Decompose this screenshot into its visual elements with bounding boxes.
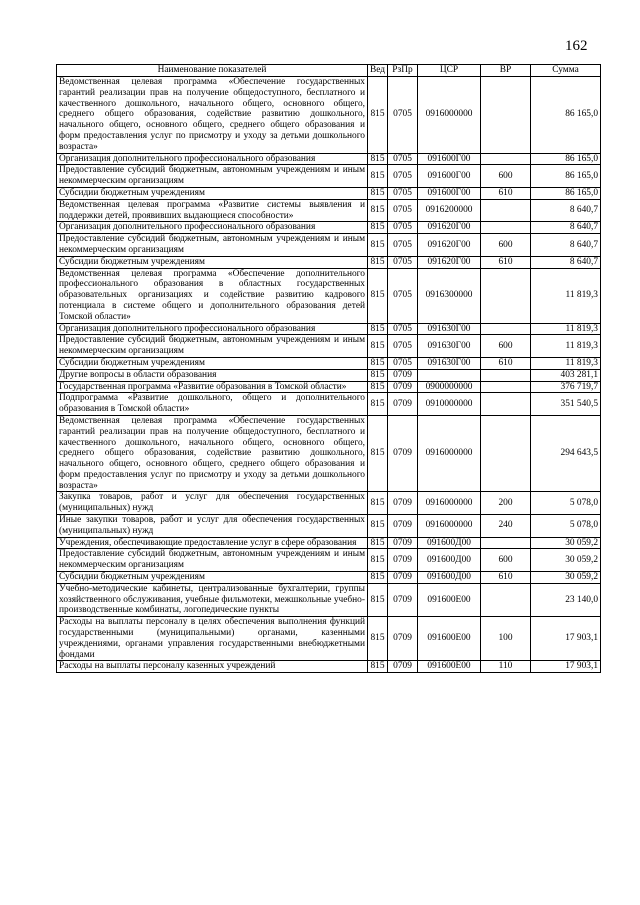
table-row [57, 335, 601, 358]
cell-csr: 091600Д00 [418, 537, 481, 549]
cell-sum: 17 903,1 [531, 661, 601, 673]
cell-rzpr: 0705 [388, 323, 418, 335]
cell-csr: 091600Г00 [418, 187, 481, 199]
cell-ved: 815 [368, 234, 388, 257]
cell-vr [481, 369, 531, 381]
cell-rzpr: 0709 [388, 369, 418, 381]
cell-csr: 091600Д00 [418, 572, 481, 584]
cell-ved: 815 [368, 357, 388, 369]
cell-vr: 610 [481, 256, 531, 268]
cell-ved: 815 [368, 369, 388, 381]
cell-rzpr: 0705 [388, 222, 418, 234]
cell-rzpr: 0709 [388, 549, 418, 572]
table-row [57, 199, 601, 222]
cell-csr: 091600Е00 [418, 617, 481, 661]
cell-vr: 110 [481, 661, 531, 673]
table-row [57, 537, 601, 549]
cell-name: Ведомственная целевая программа «Обеспечение дополнительного профессионального образования в областных государственных образовательных организациях и содействие развитию кадрового потенциала в системе общего и дополнительного образования детей Томской области» [57, 268, 368, 323]
cell-sum: 376 719,7 [531, 381, 601, 393]
cell-sum: 11 819,3 [531, 335, 601, 358]
cell-name: Организация дополнительного профессионального образования [57, 323, 368, 335]
cell-ved: 815 [368, 381, 388, 393]
cell-rzpr: 0709 [388, 572, 418, 584]
cell-name: Ведомственная целевая программа «Обеспечение государственных гарантий реализации прав на получение общедоступного, бесплатного и качественного дошкольного, начального общего, основного общего, среднего общего образования, содействие развитию дошкольного, начального общего, основного общего, среднего общего образования и форм предоставления услуг по присмотру и уходу за детьми дошкольного возраста» [57, 77, 368, 154]
cell-vr: 100 [481, 617, 531, 661]
cell-ved: 815 [368, 77, 388, 154]
cell-ved: 815 [368, 515, 388, 538]
cell-name: Организация дополнительного профессионального образования [57, 222, 368, 234]
cell-rzpr: 0709 [388, 583, 418, 616]
cell-csr: 091600Г00 [418, 165, 481, 188]
cell-rzpr: 0709 [388, 617, 418, 661]
cell-sum: 86 165,0 [531, 77, 601, 154]
cell-csr: 0916000000 [418, 77, 481, 154]
cell-sum: 30 059,2 [531, 549, 601, 572]
cell-vr [481, 393, 531, 416]
cell-csr: 0916200000 [418, 199, 481, 222]
cell-sum: 17 903,1 [531, 617, 601, 661]
cell-name: Государственная программа «Развитие образования в Томской области» [57, 381, 368, 393]
cell-rzpr: 0705 [388, 357, 418, 369]
cell-ved: 815 [368, 583, 388, 616]
cell-name: Организация дополнительного профессионального образования [57, 153, 368, 165]
cell-sum: 86 165,0 [531, 153, 601, 165]
table-header-row [57, 65, 601, 77]
cell-rzpr: 0709 [388, 515, 418, 538]
cell-ved: 815 [368, 415, 388, 492]
cell-vr: 200 [481, 492, 531, 515]
header-rzpr: РзПр [388, 65, 418, 77]
cell-ved: 815 [368, 335, 388, 358]
cell-rzpr: 0709 [388, 492, 418, 515]
cell-ved: 815 [368, 393, 388, 416]
cell-name: Предоставление субсидий бюджетным, автономным учреждениям и иным некоммерческим организациям [57, 549, 368, 572]
cell-ved: 815 [368, 222, 388, 234]
cell-rzpr: 0705 [388, 234, 418, 257]
cell-csr: 0916000000 [418, 515, 481, 538]
cell-sum: 30 059,2 [531, 572, 601, 584]
cell-rzpr: 0709 [388, 415, 418, 492]
cell-vr [481, 323, 531, 335]
cell-ved: 815 [368, 549, 388, 572]
cell-name: Предоставление субсидий бюджетным, автономным учреждениям и иным некоммерческим организациям [57, 335, 368, 358]
header-csr: ЦСР [418, 65, 481, 77]
table-row [57, 323, 601, 335]
table-row [57, 572, 601, 584]
cell-csr [418, 369, 481, 381]
table-row [57, 661, 601, 673]
table-row [57, 617, 601, 661]
cell-sum: 23 140,0 [531, 583, 601, 616]
cell-sum: 86 165,0 [531, 165, 601, 188]
cell-vr [481, 222, 531, 234]
cell-ved: 815 [368, 492, 388, 515]
cell-rzpr: 0709 [388, 393, 418, 416]
cell-vr [481, 415, 531, 492]
cell-csr: 0916000000 [418, 492, 481, 515]
cell-csr: 091630Г00 [418, 335, 481, 358]
cell-vr [481, 77, 531, 154]
cell-sum: 5 078,0 [531, 492, 601, 515]
budget-table [56, 64, 601, 673]
cell-ved: 815 [368, 165, 388, 188]
cell-sum: 11 819,3 [531, 268, 601, 323]
cell-sum: 30 059,2 [531, 537, 601, 549]
cell-csr: 091620Г00 [418, 222, 481, 234]
cell-sum: 11 819,3 [531, 357, 601, 369]
cell-vr [481, 268, 531, 323]
cell-sum: 5 078,0 [531, 515, 601, 538]
cell-csr: 091630Г00 [418, 323, 481, 335]
table-row [57, 256, 601, 268]
table-row [57, 153, 601, 165]
cell-vr: 600 [481, 549, 531, 572]
cell-vr: 600 [481, 165, 531, 188]
cell-csr: 091600Е00 [418, 661, 481, 673]
cell-rzpr: 0705 [388, 335, 418, 358]
table-row [57, 357, 601, 369]
cell-name: Субсидии бюджетным учреждениям [57, 357, 368, 369]
table-row [57, 369, 601, 381]
table-row [57, 234, 601, 257]
cell-vr: 610 [481, 187, 531, 199]
cell-rzpr: 0709 [388, 537, 418, 549]
cell-sum: 294 643,5 [531, 415, 601, 492]
cell-vr [481, 381, 531, 393]
cell-csr: 0916300000 [418, 268, 481, 323]
cell-vr [481, 537, 531, 549]
table-row [57, 222, 601, 234]
cell-sum: 403 281,1 [531, 369, 601, 381]
cell-csr: 0910000000 [418, 393, 481, 416]
cell-ved: 815 [368, 661, 388, 673]
cell-csr: 091630Г00 [418, 357, 481, 369]
cell-name: Подпрограмма «Развитие дошкольного, общего и дополнительного образования в Томской области» [57, 393, 368, 416]
table-row [57, 77, 601, 154]
cell-csr: 0900000000 [418, 381, 481, 393]
cell-name: Расходы на выплаты персоналу казенных учреждений [57, 661, 368, 673]
cell-ved: 815 [368, 537, 388, 549]
page-number: 162 [565, 38, 588, 54]
table-row [57, 583, 601, 616]
cell-name: Субсидии бюджетным учреждениям [57, 572, 368, 584]
table-row [57, 549, 601, 572]
table-row [57, 165, 601, 188]
cell-sum: 8 640,7 [531, 256, 601, 268]
table-row [57, 268, 601, 323]
cell-rzpr: 0705 [388, 256, 418, 268]
cell-csr: 091620Г00 [418, 256, 481, 268]
cell-name: Учреждения, обеспечивающие предоставление услуг в сфере образования [57, 537, 368, 549]
cell-csr: 091600Г00 [418, 153, 481, 165]
cell-name: Закупка товаров, работ и услуг для обеспечения государственных (муниципальных) нужд [57, 492, 368, 515]
cell-ved: 815 [368, 572, 388, 584]
cell-ved: 815 [368, 153, 388, 165]
cell-rzpr: 0705 [388, 165, 418, 188]
cell-name: Ведомственная целевая программа «Обеспечение государственных гарантий реализации прав на получение общедоступного, бесплатного и качественного дошкольного, начального общего, основного общего, среднего общего образования, содействие развитию дошкольного, начального общего, основного общего, среднего общего образования и форм предоставления услуг по присмотру и уходу за детьми дошкольного возраста» [57, 415, 368, 492]
header-sum: Сумма [531, 65, 601, 77]
cell-rzpr: 0705 [388, 153, 418, 165]
header-vr: ВР [481, 65, 531, 77]
cell-csr: 091600Е00 [418, 583, 481, 616]
cell-vr: 240 [481, 515, 531, 538]
table-row [57, 393, 601, 416]
cell-vr: 600 [481, 335, 531, 358]
cell-rzpr: 0705 [388, 77, 418, 154]
cell-sum: 8 640,7 [531, 222, 601, 234]
cell-sum: 351 540,5 [531, 393, 601, 416]
cell-rzpr: 0705 [388, 187, 418, 199]
cell-csr: 091600Д00 [418, 549, 481, 572]
cell-vr [481, 153, 531, 165]
header-ved: Вед [368, 65, 388, 77]
cell-rzpr: 0705 [388, 199, 418, 222]
cell-name: Учебно-методические кабинеты, централизованные бухгалтерии, группы хозяйственного обслуживания, учебные фильмотеки, межшкольные учебно-производственные комбинаты, логопедические пункты [57, 583, 368, 616]
cell-vr: 600 [481, 234, 531, 257]
cell-ved: 815 [368, 268, 388, 323]
cell-csr: 091620Г00 [418, 234, 481, 257]
table-row [57, 492, 601, 515]
cell-vr [481, 199, 531, 222]
table-row [57, 515, 601, 538]
cell-rzpr: 0709 [388, 661, 418, 673]
cell-ved: 815 [368, 617, 388, 661]
cell-sum: 8 640,7 [531, 234, 601, 257]
cell-sum: 11 819,3 [531, 323, 601, 335]
table-row [57, 415, 601, 492]
cell-rzpr: 0709 [388, 381, 418, 393]
cell-name: Иные закупки товаров, работ и услуг для обеспечения государственных (муниципальных) нужд [57, 515, 368, 538]
cell-ved: 815 [368, 187, 388, 199]
cell-sum: 86 165,0 [531, 187, 601, 199]
cell-name: Предоставление субсидий бюджетным, автономным учреждениям и иным некоммерческим организациям [57, 165, 368, 188]
cell-rzpr: 0705 [388, 268, 418, 323]
cell-name: Другие вопросы в области образования [57, 369, 368, 381]
cell-name: Субсидии бюджетным учреждениям [57, 187, 368, 199]
table-row [57, 381, 601, 393]
cell-vr: 610 [481, 572, 531, 584]
cell-name: Расходы на выплаты персоналу в целях обеспечения выполнения функций государственными (муниципальными) органами, казенными учреждениями, органами управления государственными внебюджетными фондами [57, 617, 368, 661]
cell-vr [481, 583, 531, 616]
cell-ved: 815 [368, 256, 388, 268]
cell-vr: 610 [481, 357, 531, 369]
cell-ved: 815 [368, 199, 388, 222]
cell-name: Субсидии бюджетным учреждениям [57, 256, 368, 268]
header-name: Наименование показателей [57, 65, 368, 77]
cell-name: Ведомственная целевая программа «Развитие системы выявления и поддержки детей, проявивших выдающиеся способности» [57, 199, 368, 222]
table-row [57, 187, 601, 199]
cell-ved: 815 [368, 323, 388, 335]
cell-sum: 8 640,7 [531, 199, 601, 222]
cell-name: Предоставление субсидий бюджетным, автономным учреждениям и иным некоммерческим организациям [57, 234, 368, 257]
cell-csr: 0916000000 [418, 415, 481, 492]
